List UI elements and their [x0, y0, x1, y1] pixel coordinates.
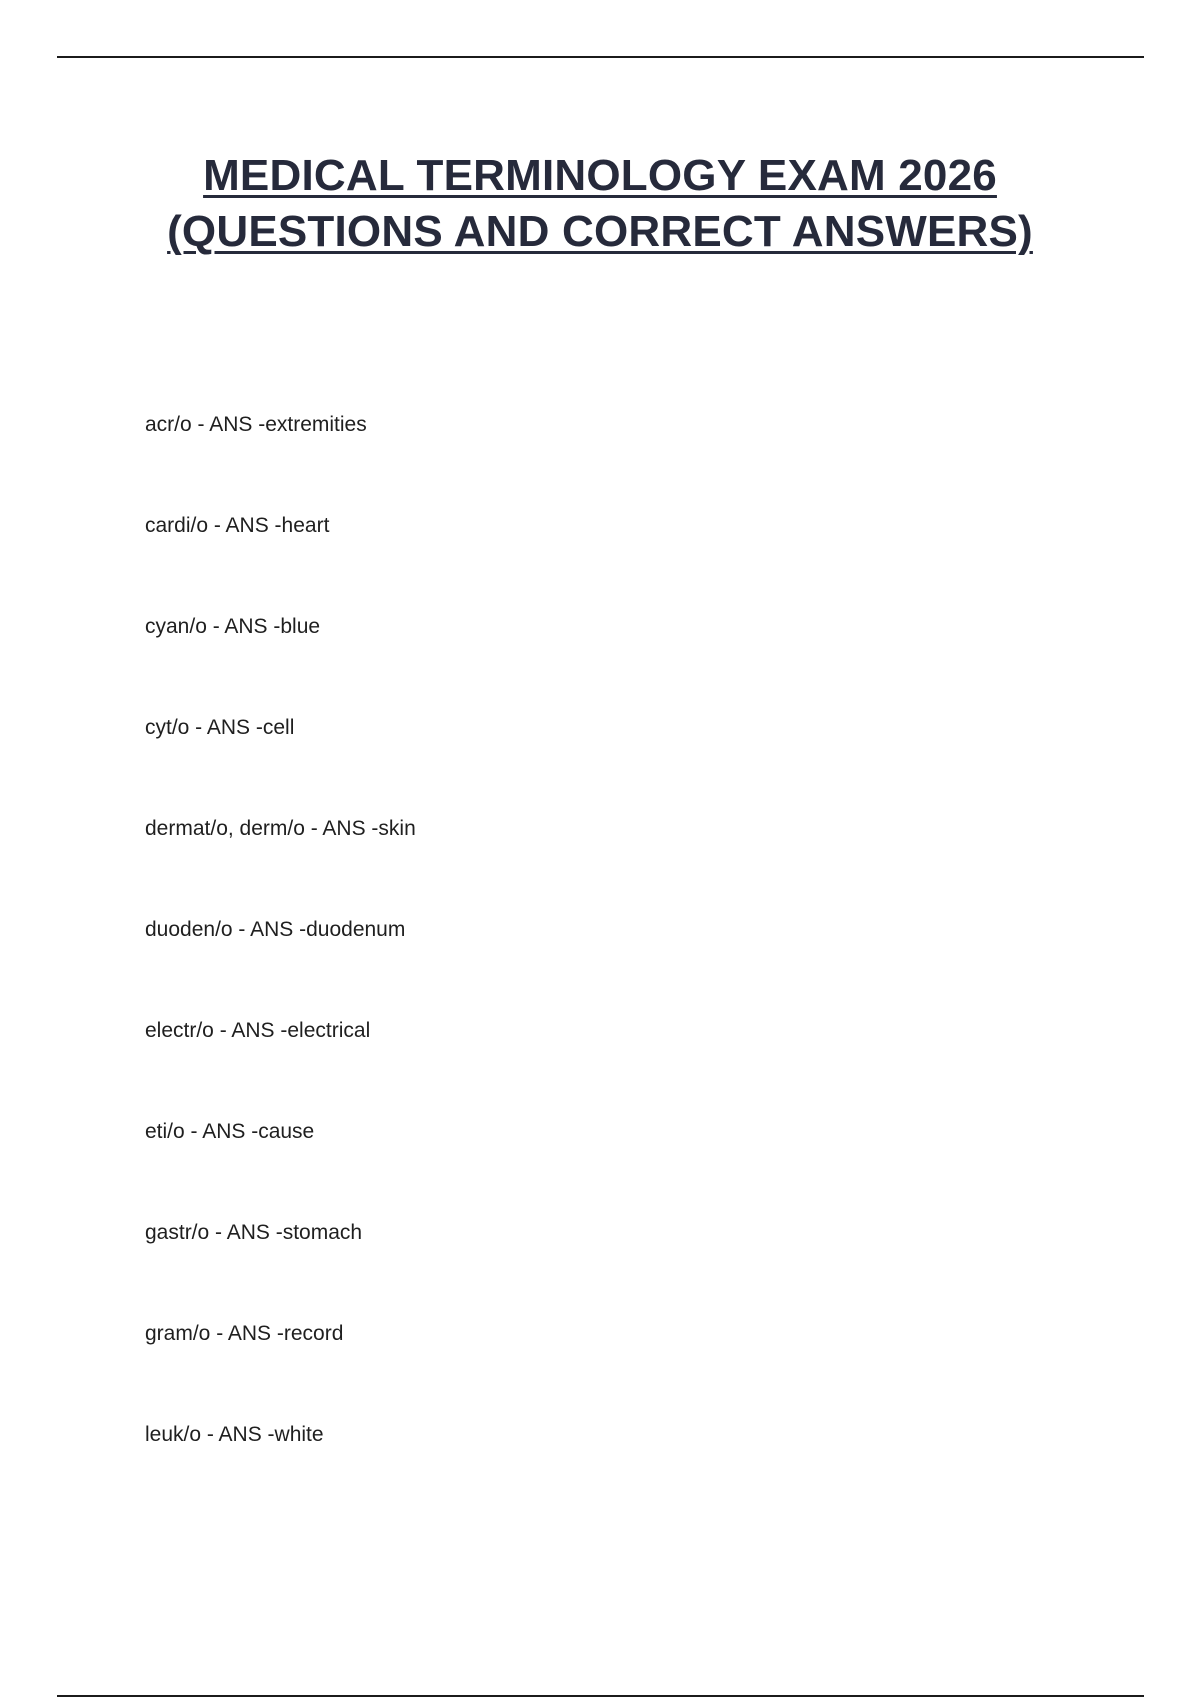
- page-title: MEDICAL TERMINOLOGY EXAM 2026 (QUESTIONS AND CORRECT ANSWERS): [167, 151, 1033, 256]
- qa-item: cardi/o - ANS -heart: [145, 514, 330, 537]
- top-divider: [57, 56, 1144, 58]
- qa-item: acr/o - ANS -extremities: [145, 413, 367, 436]
- qa-list: [145, 410, 416, 1521]
- qa-item: dermat/o, derm/o - ANS -skin: [145, 817, 416, 840]
- qa-item: cyan/o - ANS -blue: [145, 615, 321, 638]
- qa-item: duoden/o - ANS -duodenum: [145, 918, 406, 941]
- qa-item: electr/o - ANS -electrical: [145, 1019, 371, 1042]
- qa-item: leuk/o - ANS -white: [145, 1423, 324, 1446]
- bottom-divider: [57, 1695, 1144, 1697]
- qa-item: gram/o - ANS -record: [145, 1322, 344, 1345]
- qa-item: eti/o - ANS -cause: [145, 1120, 315, 1143]
- qa-item: cyt/o - ANS -cell: [145, 716, 295, 739]
- qa-item: gastr/o - ANS -stomach: [145, 1221, 363, 1244]
